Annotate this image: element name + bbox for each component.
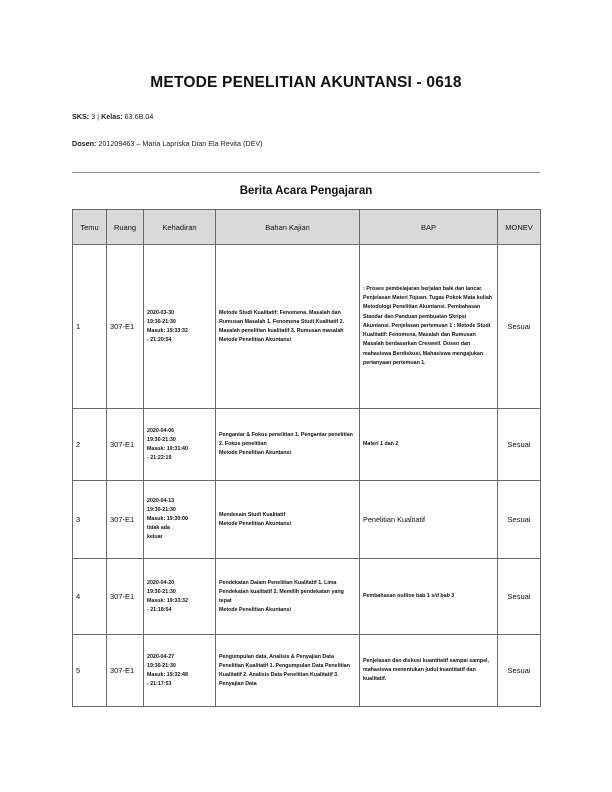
cell-bap: Penelitian Kualitatif — [360, 481, 498, 559]
cell-temu: 3 — [73, 481, 107, 559]
col-header-bap: BAP — [360, 210, 498, 245]
sks-label: SKS: — [72, 112, 90, 121]
cell-monev: Sesuai — [498, 635, 541, 707]
cell-temu: 5 — [73, 635, 107, 707]
dosen-label: Dosen: — [72, 139, 97, 148]
lecturer-meta — [72, 139, 263, 148]
cell-ruang: 307-E1 — [107, 559, 144, 635]
cell-ruang: 307-E1 — [107, 245, 144, 409]
cell-bap: Materi 1 dan 2 — [360, 409, 498, 481]
cell-bahan-kajian: Pendekatan Dalam Penelitian Kualitatif 1. Lima Pendekatan kualitatif 2. Memilih pendekatan yang tepat Metode Penelitian Akuntansi — [216, 559, 360, 635]
cell-bap: : Proses pembelajaran berjalan baik dan lancar. Penjelasan Materi Tujuan, Tugas Pokok Mata kuliah Metodologi Penelitian Akuntansi. Pembahasan Standar dan Panduan pembuatan Skripsi Akuntansi. Penjelasan pertemuan 1 : Metode Studi Kualitatif: Fenomena, Masalah dan Rumusan Masalah berdasarkan Creswell. Dosen dan mahasiswa Berdiskusi, Mahasiswa mengajukan pertanyaan pertemuan 1. — [360, 245, 498, 409]
cell-monev: Sesuai — [498, 559, 541, 635]
col-header-bahan-kajian: Bahan Kajian — [216, 210, 360, 245]
dosen-value: 201209463 – Maria Lapriska Dian Ela Revita (DEV) — [98, 139, 263, 148]
col-header-temu: Temu — [73, 210, 107, 245]
cell-temu: 4 — [73, 559, 107, 635]
cell-ruang: 307-E1 — [107, 635, 144, 707]
cell-monev: Sesuai — [498, 409, 541, 481]
kelas-label: Kelas: — [101, 112, 123, 121]
kelas-value: 63.6B.04 — [124, 112, 154, 121]
col-header-monev: MONEV — [498, 210, 541, 245]
cell-bahan-kajian: Mendesain Studi Kualitatif Metode Penelitian Akuntansi — [216, 481, 360, 559]
cell-ruang: 307-E1 — [107, 481, 144, 559]
cell-bahan-kajian: Metode Studi Kualitatif: Fenomena, Masalah dan Rumusan Masalah 1. Fenomena Studi Kualitatif 2. Masalah penelitian kualitatif 3. Rumusan masalah Metode Penelitian Akuntansi — [216, 245, 360, 409]
section-title: Berita Acara Pengajaran — [239, 185, 373, 197]
table-row — [73, 245, 541, 409]
table-row — [73, 481, 541, 559]
table-header-row — [73, 210, 541, 245]
col-header-kehadiran: Kehadiran — [144, 210, 216, 245]
cell-monev: Sesuai — [498, 481, 541, 559]
course-meta: SKS: 3 | Kelas: 63.6B.04 — [72, 112, 154, 121]
table-row — [73, 409, 541, 481]
cell-kehadiran: 2020-04-20 19:30-21:30 Masuk: 19:33:32 - 21:18:54 — [144, 559, 216, 635]
divider — [72, 172, 540, 173]
cell-temu: 2 — [73, 409, 107, 481]
attendance-table — [72, 209, 541, 707]
cell-ruang: 307-E1 — [107, 409, 144, 481]
cell-kehadiran: 2020-04-06 19:30-21:30 Masuk: 19:31:40 - 21:22:19 — [144, 409, 216, 481]
cell-kehadiran: 2020-04-27 19:30-21:30 Masuk: 19:32:48 - 21:17:53 — [144, 635, 216, 707]
page-title: METODE PENELITIAN AKUNTANSI - 0618 — [150, 74, 462, 91]
cell-bahan-kajian: Pengantar & Fokus penelitian 1. Pengantar penelitian 2. Fokus penelitian Metode Penelitian Akuntansi — [216, 409, 360, 481]
cell-bap: Penjelasan dan diskusi kuantitatif sampai sampel, mahasiswa menentukan judul kuantitatif dan kualitatif. — [360, 635, 498, 707]
col-header-ruang: Ruang — [107, 210, 144, 245]
cell-kehadiran: 2020-03-30 19:30-21:30 Masuk: 19:33:32 - 21:20:54 — [144, 245, 216, 409]
cell-kehadiran: 2020-04-13 19:30-21:30 Masuk: 19:30:00 tidak ada keluar — [144, 481, 216, 559]
table-row — [73, 635, 541, 707]
table-row — [73, 559, 541, 635]
cell-temu: 1 — [73, 245, 107, 409]
sks-value: 3 — [91, 112, 96, 121]
cell-bahan-kajian: Pengumpulan data, Analisis & Penyajian Data Penelitian Kualitatif 1. Pengumpulan Data Penelitian Kualitatif 2. Analisis Data Penelitian Kualitatif 3. Penyajian Data — [216, 635, 360, 707]
cell-monev: Sesuai — [498, 245, 541, 409]
cell-bap: Pembahasan outline bab 1 s/d bab 3 — [360, 559, 498, 635]
